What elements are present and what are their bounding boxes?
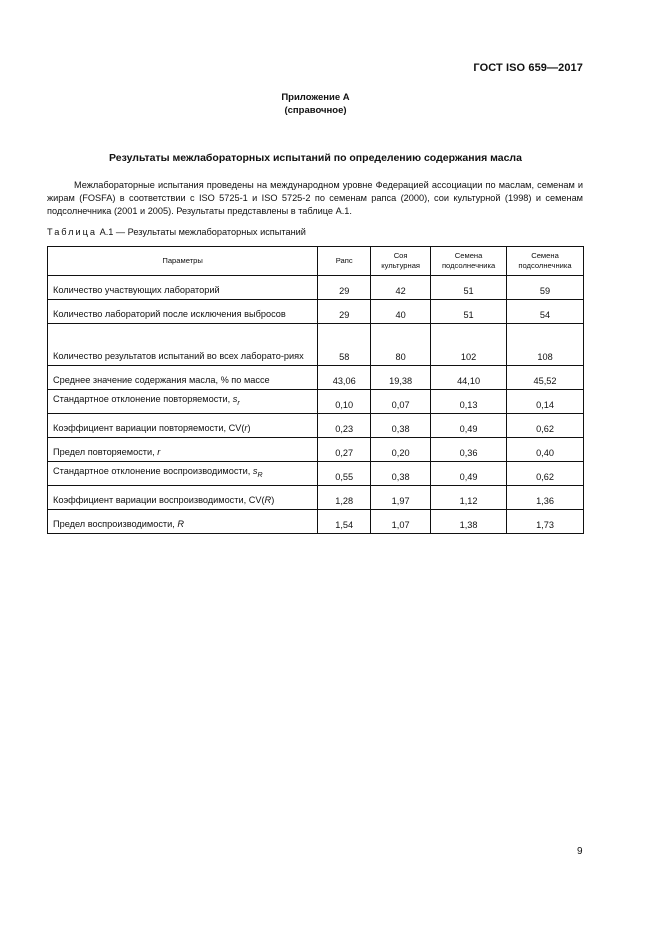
row-value-cell: 1,73 [507,510,584,534]
row-value-cell: 0,27 [318,438,371,462]
header-rapeseed: Рапс [318,247,371,276]
parameter-symbol: r [157,447,161,457]
table-row [48,300,584,324]
row-value-cell: 43,06 [318,366,371,390]
row-parameter-label [48,390,318,414]
row-value-cell: 1,38 [431,510,507,534]
table-row [48,366,584,390]
row-value-cell: 0,20 [371,438,431,462]
header-soybean: Соя культурная [371,247,431,276]
appendix-heading [0,91,631,117]
row-parameter-label [48,510,318,534]
row-value-cell: 29 [318,276,371,300]
table-row [48,462,584,486]
table-caption [47,227,306,237]
row-value-cell: 0,55 [318,462,371,486]
table-row [48,390,584,414]
intro-text: Межлабораторные испытания проведены на международном уровне Федерацией ассоциации по маслам, семенам и жирам (FOSFA) в соответствии с ISO 5725-1 и ISO 5725-2 по семенам рапса (2000), сои культурной (1998) и семенам подсолнечника (2001 и 2005). Результаты представлены в таблице А.1. [47,180,583,216]
parameter-suffix: ) [271,495,275,505]
row-parameter-label: Количество участвующих лабораторий [48,276,318,300]
row-parameter-label [48,486,318,510]
row-parameter-label [48,438,318,462]
table-body [48,276,584,534]
table-row [48,438,584,462]
table-row [48,510,584,534]
results-table [47,246,584,534]
row-value-cell: 45,52 [507,366,584,390]
parameter-symbol: r [244,423,248,433]
row-value-cell: 0,62 [507,462,584,486]
row-value-cell: 1,97 [371,486,431,510]
row-parameter-label [48,414,318,438]
row-value-cell: 0,49 [431,462,507,486]
table-row [48,276,584,300]
row-value-cell: 1,54 [318,510,371,534]
intro-paragraph [47,179,583,218]
parameter-text: Коэффициент вариации воспроизводимости, CV( [53,495,265,505]
row-parameter-label: Количество результатов испытаний во всех лаборато-риях [48,324,318,366]
row-value-cell: 59 [507,276,584,300]
row-value-cell: 102 [431,324,507,366]
parameter-symbol: R [177,519,185,529]
row-value-cell: 0,62 [507,414,584,438]
row-value-cell: 51 [431,276,507,300]
row-value-cell: 80 [371,324,431,366]
row-value-cell: 1,36 [507,486,584,510]
parameter-subscript: r [237,400,240,407]
parameter-suffix: ) [247,423,251,433]
row-parameter-label: Среднее значение содержания масла, % по массе [48,366,318,390]
parameter-text: Стандартное отклонение повторяемости, [53,394,233,405]
row-value-cell: 42 [371,276,431,300]
row-value-cell: 0,14 [507,390,584,414]
row-value-cell: 40 [371,300,431,324]
page-number: 9 [577,846,583,857]
row-value-cell: 0,13 [431,390,507,414]
row-value-cell: 0,49 [431,414,507,438]
row-value-cell: 0,07 [371,390,431,414]
parameter-symbol: s [252,466,258,477]
row-parameter-label [48,462,318,486]
parameter-text: Предел воспроизводимости, [53,519,178,529]
row-value-cell: 0,38 [371,414,431,438]
parameter-symbol: s [232,394,238,405]
row-value-cell: 1,07 [371,510,431,534]
row-value-cell: 0,36 [431,438,507,462]
appendix-title: Приложение А [281,92,350,103]
row-value-cell: 58 [318,324,371,366]
row-value-cell: 108 [507,324,584,366]
row-value-cell: 0,38 [371,462,431,486]
table-header-row [48,247,584,276]
header-sunflower-2: Семена подсолнечника [507,247,584,276]
row-value-cell: 19,38 [371,366,431,390]
row-value-cell: 0,10 [318,390,371,414]
parameter-text: Предел повторяемости, [53,447,158,457]
row-value-cell: 29 [318,300,371,324]
parameter-symbol: R [264,495,272,505]
table-caption-text: А.1 — Результаты межлабораторных испытаний [97,227,306,237]
parameter-text: Коэффициент вариации повторяемости, CV( [53,423,245,433]
table-row [48,486,584,510]
header-sunflower-1: Семена подсолнечника [431,247,507,276]
table-caption-prefix: Таблица [47,227,98,237]
row-value-cell: 54 [507,300,584,324]
header-parameters: Параметры [48,247,318,276]
row-value-cell: 44,10 [431,366,507,390]
row-value-cell: 0,40 [507,438,584,462]
document-header: ГОСТ ISO 659—2017 [473,62,583,74]
table-row [48,324,584,366]
appendix-subtitle: (справочное) [284,105,347,116]
row-value-cell: 51 [431,300,507,324]
parameter-subscript: R [257,472,263,479]
row-parameter-label: Количество лабораторий после исключения выбросов [48,300,318,324]
row-value-cell: 0,23 [318,414,371,438]
parameter-text: Стандартное отклонение воспроизводимости, [53,466,253,477]
section-title: Результаты межлабораторных испытаний по определению содержания масла [109,152,522,164]
row-value-cell: 1,28 [318,486,371,510]
table-row [48,414,584,438]
row-value-cell: 1,12 [431,486,507,510]
